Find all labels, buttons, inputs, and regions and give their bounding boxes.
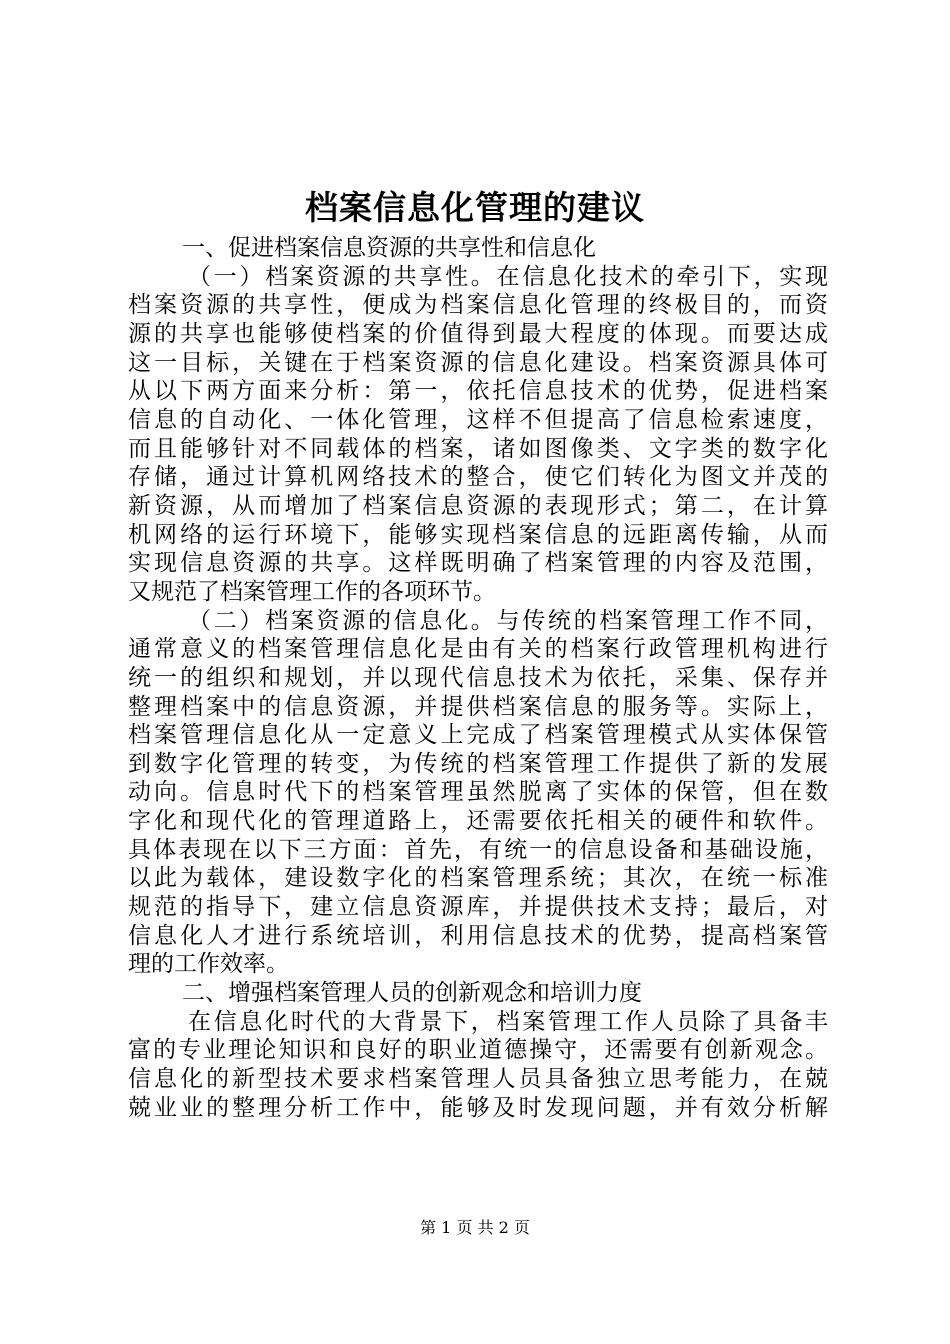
- page-footer: 第 1 页 共 2 页: [420, 1218, 530, 1237]
- paragraph-line: 以此为载体，建设数字化的档案管理系统；其次，在统一标准: [128, 865, 828, 892]
- paragraph-line: 实现信息资源的共享。这样既明确了档案管理的内容及范围，: [128, 550, 828, 577]
- document-body: [128, 234, 828, 1122]
- document-title: 档案信息化管理的建议: [305, 188, 645, 227]
- paragraph-line: 信息化人才进行系统培训，利用信息技术的优势，提高档案管: [128, 922, 828, 949]
- paragraph-line: 整理档案中的信息资源，并提供档案信息的服务等。实际上，: [128, 693, 828, 720]
- paragraph-line: 理的工作效率。: [128, 951, 289, 978]
- paragraph-line: 档案管理信息化从一定意义上完成了档案管理模式从实体保管: [128, 722, 828, 749]
- paragraph-line: 存储，通过计算机网络技术的整合，使它们转化为图文并茂的: [128, 464, 828, 491]
- paragraph-line: 兢业业的整理分析工作中，能够及时发现问题，并有效分析解: [128, 1094, 828, 1121]
- paragraph-line: 通常意义的档案管理信息化是由有关的档案行政管理机构进行: [128, 636, 828, 663]
- paragraph-line: 这一目标，关键在于档案资源的信息化建设。档案资源具体可: [128, 349, 828, 376]
- paragraph-line: （一）档案资源的共享性。在信息化技术的牵引下，实现: [188, 263, 828, 290]
- paragraph-line: 信息的自动化、一体化管理，这样不但提高了信息检索速度，: [128, 406, 828, 433]
- paragraph-line: 信息化的新型技术要求档案管理人员具备独立思考能力，在兢: [128, 1066, 828, 1093]
- paragraph-line: 源的共享也能够使档案的价值得到最大程度的体现。而要达成: [128, 320, 828, 347]
- paragraph-line: 统一的组织和规划，并以现代信息技术为依托，采集、保存并: [128, 664, 828, 691]
- paragraph-line: 新资源，从而增加了档案信息资源的表现形式；第二，在计算: [128, 492, 828, 519]
- section-heading-1: 一、促进档案信息资源的共享性和信息化: [182, 235, 596, 261]
- paragraph-line: 在信息化时代的大背景下，档案管理工作人员除了具备丰: [188, 1008, 828, 1035]
- paragraph-line: 具体表现在以下三方面：首先，有统一的信息设备和基础设施，: [128, 836, 828, 863]
- paragraph-line: 又规范了档案管理工作的各项环节。: [128, 578, 496, 605]
- paragraph-line: 规范的指导下，建立信息资源库，并提供技术支持；最后，对: [128, 894, 828, 921]
- paragraph-line: 富的专业理论知识和良好的职业道德操守，还需要有创新观念。: [128, 1037, 828, 1064]
- paragraph-line: 动向。信息时代下的档案管理虽然脱离了实体的保管，但在数: [128, 779, 828, 806]
- paragraph-line: 字化和现代化的管理道路上，还需要依托相关的硬件和软件。: [128, 808, 828, 835]
- paragraph-line: 从以下两方面来分析：第一，依托信息技术的优势，促进档案: [128, 378, 828, 405]
- section-heading-2: 二、增强档案管理人员的创新观念和培训力度: [182, 980, 642, 1007]
- paragraph-line: （二）档案资源的信息化。与传统的档案管理工作不同，: [188, 607, 828, 634]
- paragraph-line: 到数字化管理的转变，为传统的档案管理工作提供了新的发展: [128, 750, 828, 777]
- paragraph-line: 而且能够针对不同载体的档案，诸如图像类、文字类的数字化: [128, 435, 828, 462]
- paragraph-line: 机网络的运行环境下，能够实现档案信息的远距离传输，从而: [128, 521, 828, 548]
- paragraph-line: 档案资源的共享性，便成为档案信息化管理的终极目的，而资: [128, 292, 828, 319]
